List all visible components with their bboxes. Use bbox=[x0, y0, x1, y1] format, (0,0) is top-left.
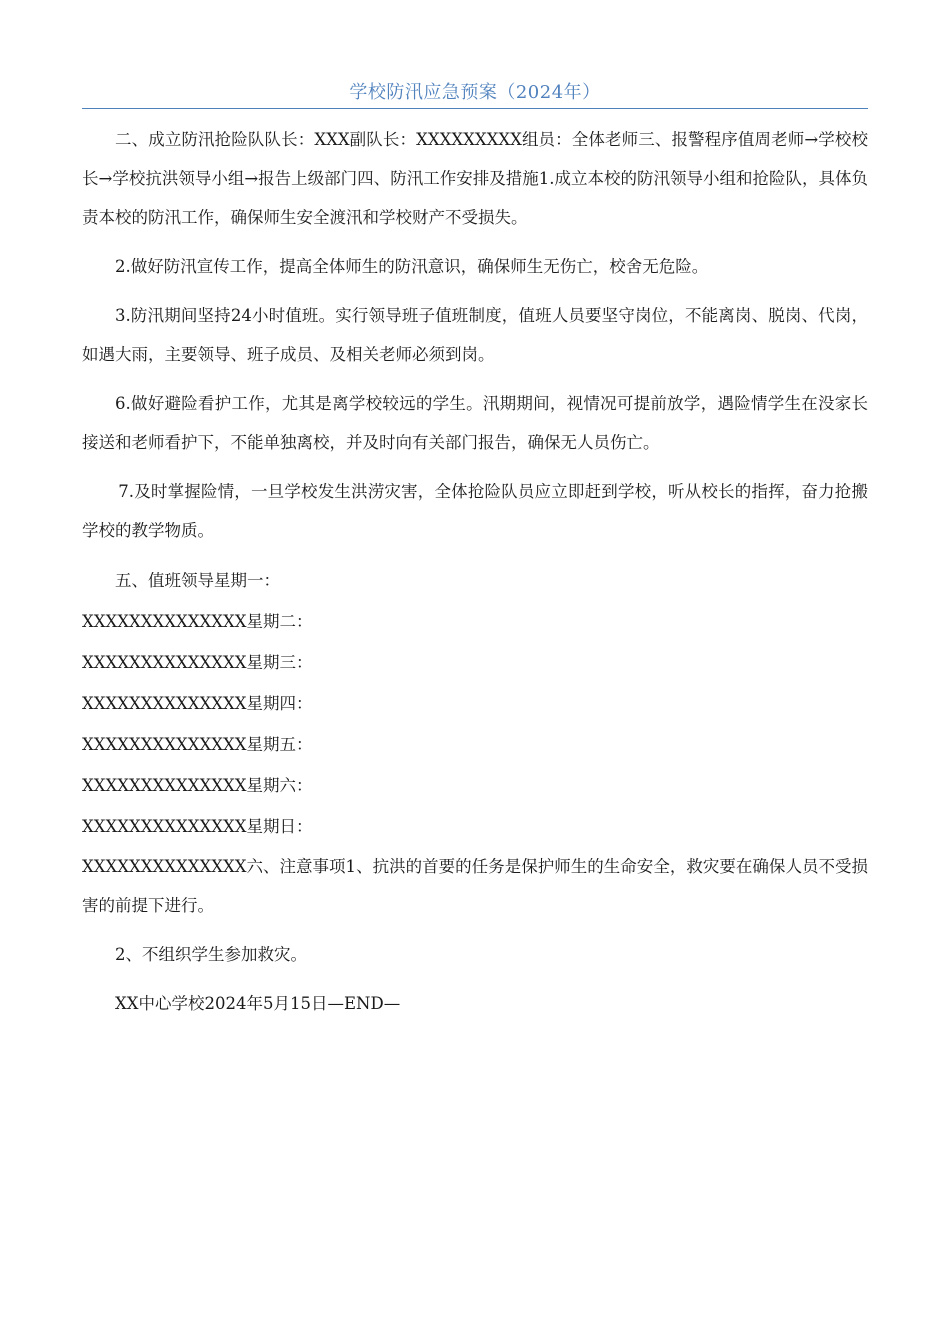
page-header bbox=[82, 80, 868, 109]
schedule-line-friday: XXXXXXXXXXXXXX星期五： bbox=[82, 735, 313, 754]
schedule-heading: 五、值班领导星期一： bbox=[115, 571, 280, 590]
schedule-line-tuesday: XXXXXXXXXXXXXX星期二： bbox=[82, 612, 313, 631]
schedule-last-and-notes: XXXXXXXXXXXXXX六、注意事项1、抗洪的首要的任务是保护师生的生命安全，救灾要在确保人员不受损害的前提下进行。 bbox=[82, 857, 868, 915]
schedule-line-saturday: XXXXXXXXXXXXXX星期六： bbox=[82, 776, 313, 795]
schedule-line-thursday: XXXXXXXXXXXXXX星期四： bbox=[82, 694, 313, 713]
paragraph-note-2: 2、不组织学生参加救灾。 bbox=[115, 945, 307, 964]
document-title: 学校防汛应急预案（2024年） bbox=[349, 82, 601, 103]
paragraph-team-and-measures: 二、成立防汛抢险队队长：XXX副队长：XXXXXXXXX组员：全体老师三、报警程序值周老师→学校校长→学校抗洪领导小组→报告上级部门四、防汛工作安排及措施1.成立本校的防汛领导小组和抢险队，具体负责本校的防汛工作，确保师生安全渡汛和学校财产不受损失。 bbox=[82, 130, 868, 227]
paragraph-duty: 3.防汛期间坚持24小时值班。实行领导班子值班制度，值班人员要坚守岗位，不能离岗、脱岗、代岗，如遇大雨，主要领导、班子成员、及相关老师必须到岗。 bbox=[82, 306, 868, 364]
schedule-line-wednesday: XXXXXXXXXXXXXX星期三： bbox=[82, 653, 313, 672]
signature-line: XX中心学校2024年5月15日—END— bbox=[115, 994, 401, 1013]
schedule-line-sunday: XXXXXXXXXXXXXX星期日： bbox=[82, 817, 313, 836]
paragraph-publicity: 2.做好防汛宣传工作，提高全体师生的防汛意识，确保师生无伤亡，校舍无危险。 bbox=[115, 257, 709, 276]
duty-schedule bbox=[82, 560, 868, 925]
paragraph-emergency-response: 7.及时掌握险情，一旦学校发生洪涝灾害，全体抢险队员应立即赶到学校，听从校长的指挥，奋力抢搬学校的教学物质。 bbox=[82, 482, 868, 540]
paragraph-evacuation: 6.做好避险看护工作，尤其是离学校较远的学生。汛期期间，视情况可提前放学，遇险情学生在没家长接送和老师看护下，不能单独离校，并及时向有关部门报告，确保无人员伤亡。 bbox=[82, 394, 868, 452]
document-body bbox=[82, 120, 868, 1033]
